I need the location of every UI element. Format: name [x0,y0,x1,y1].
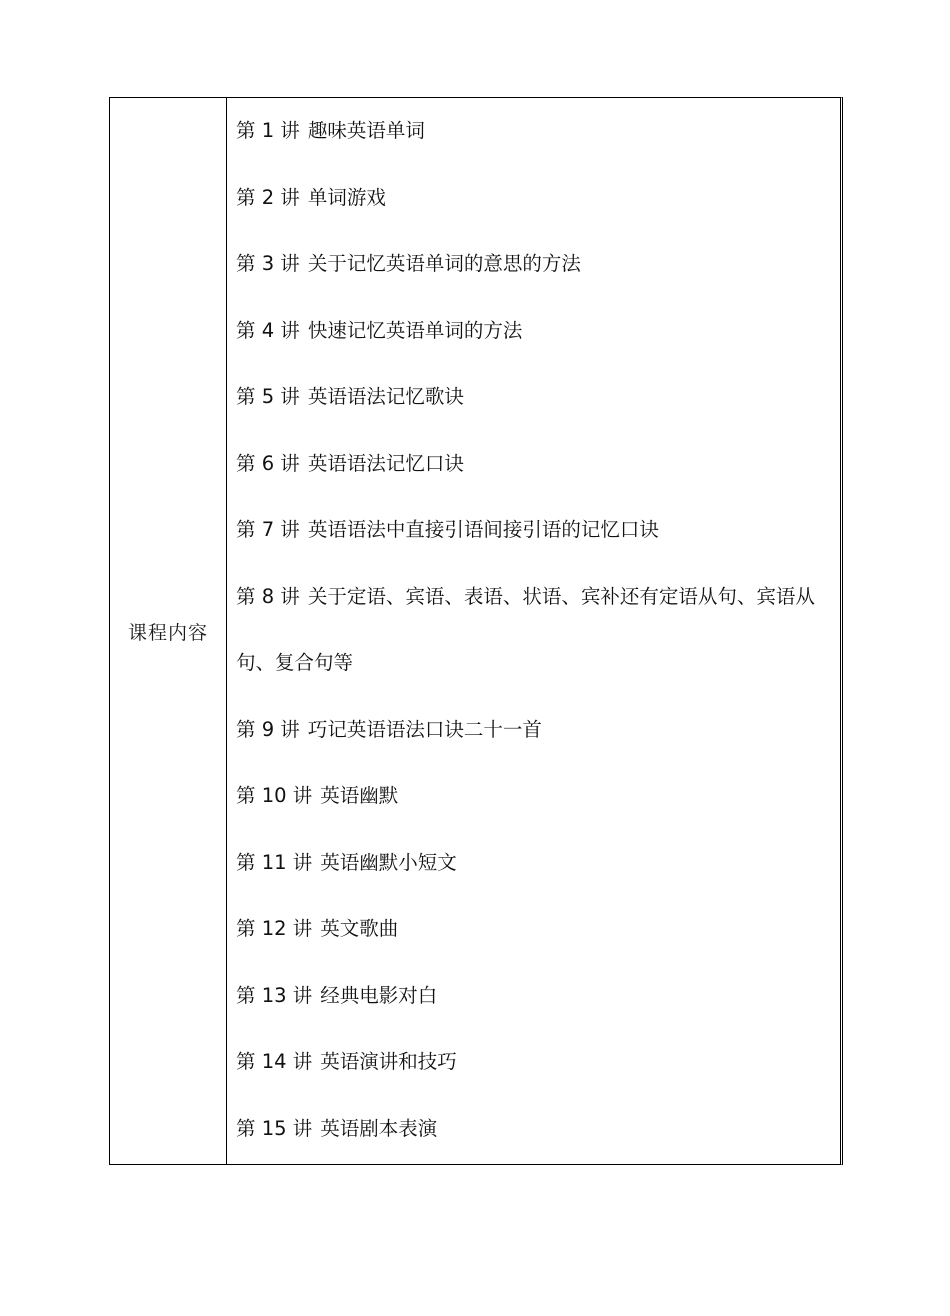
lecture-item-15 [236,1096,840,1163]
lecture-number: 第 9 讲 [236,717,300,741]
lecture-title: 关于记忆英语单词的意思的方法 [307,252,581,275]
lecture-number: 第 1 讲 [236,119,300,142]
lecture-number: 第 15 讲 [236,1116,313,1140]
lecture-number: 第 10 讲 [236,784,313,807]
lecture-title: 关于定语、宾语、表语、状语、宾补还有定语从句、宾语从句、复合句等 [236,584,815,674]
lecture-number: 第 6 讲 [236,451,300,475]
lecture-title: 经典电影对白 [320,983,438,1007]
lecture-list [227,98,840,1164]
lecture-number: 第 8 讲 [236,584,300,608]
course-content-label: 课程内容 [127,621,208,644]
lecture-title: 趣味英语单词 [307,119,425,142]
lecture-title: 英语幽默 [320,784,399,807]
lecture-title: 英语幽默小短文 [320,850,457,874]
lecture-item-9 [236,697,840,764]
lecture-item-10 [236,763,840,830]
lecture-item-7 [236,497,840,564]
lecture-title: 英语演讲和技巧 [320,1050,457,1073]
course-content-label-cell [110,98,227,1164]
lecture-title: 英语语法记忆口诀 [307,451,464,475]
lecture-item-3 [236,231,840,298]
lecture-title: 单词游戏 [307,185,386,209]
lecture-item-1 [236,98,840,165]
lecture-title: 英语剧本表演 [320,1116,438,1140]
lecture-number: 第 3 讲 [236,252,300,275]
lecture-number: 第 14 讲 [236,1050,313,1073]
lecture-number: 第 5 讲 [236,385,300,408]
lecture-item-4 [236,298,840,365]
lecture-title: 巧记英语语法口诀二十一首 [307,717,542,741]
lecture-item-5 [236,364,840,431]
lecture-title: 英文歌曲 [320,917,399,940]
lecture-item-6 [236,431,840,498]
course-table [109,97,843,1165]
lecture-number: 第 12 讲 [236,917,313,940]
lecture-item-14 [236,1029,840,1096]
lecture-number: 第 11 讲 [236,850,313,874]
lecture-item-13 [236,963,840,1030]
lecture-item-12 [236,896,840,963]
lecture-title: 快速记忆英语单词的方法 [307,318,523,342]
lecture-number: 第 2 讲 [236,185,300,209]
lecture-title: 英语语法记忆歌诀 [307,385,464,408]
lecture-number: 第 4 讲 [236,318,300,342]
lecture-number: 第 13 讲 [236,983,313,1007]
lecture-title: 英语语法中直接引语间接引语的记忆口诀 [307,518,659,541]
lecture-item-8 [236,564,840,697]
lecture-number: 第 7 讲 [236,518,300,541]
lecture-item-11 [236,830,840,897]
lecture-item-2 [236,165,840,232]
